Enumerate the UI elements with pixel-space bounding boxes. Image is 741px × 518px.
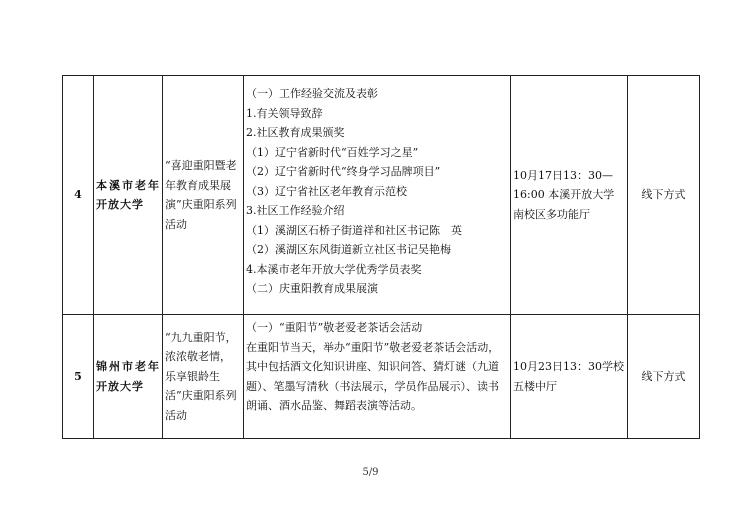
time-place: 10月17日13：30—16:00 本溪开放大学南校区多功能厅 — [511, 76, 628, 315]
schedule-table-container — [62, 75, 686, 439]
content-line: （一）工作经验交流及表彰 — [246, 87, 378, 100]
content-paragraph: 在重阳节当天，举办“重阳节”敬老爱老茶话会活动，其中包括酒文化知识讲座、知识问答、猜灯谜（九道题）、笔墨写清秋（书法展示，学员作品展示）、读书朗诵、酒水品鉴、舞蹈表演等活动。 — [246, 340, 500, 412]
content-line: （1）溪湖区石桥子街道祥和社区书记陈 英 — [246, 223, 462, 237]
content-line: （1）辽宁省新时代“百姓学习之星” — [246, 145, 419, 159]
content-line: （二）庆重阳教育成果展演 — [246, 282, 378, 295]
organizer-name: 锦州市老年开放大学 — [94, 315, 163, 439]
content-line: 3.社区工作经验介绍 — [246, 204, 345, 217]
activity-content — [244, 76, 511, 315]
page-number: 5/9 — [362, 467, 379, 478]
content-line: （一）“重阳节”敬老爱老茶话会活动 — [246, 321, 423, 334]
table-row — [63, 76, 700, 315]
row-number: 4 — [63, 76, 94, 315]
activity-mode: 线下方式 — [628, 76, 700, 315]
time-place: 10月23日13：30学校五楼中厅 — [511, 315, 628, 439]
content-line: （2）溪湖区东风街道新立社区书记吴艳梅 — [246, 243, 451, 256]
activity-theme: “喜迎重阳暨老年教育成果展演”庆重阳系列活动 — [163, 76, 244, 315]
activity-theme: “九九重阳节，浓浓敬老情，乐享银龄生活”庆重阳系列活动 — [163, 315, 244, 439]
organizer-name: 本溪市老年开放大学 — [94, 76, 163, 315]
content-line: 1.有关领导致辞 — [246, 106, 323, 120]
table-row — [63, 315, 700, 439]
content-line: （3）辽宁省社区老年教育示范校 — [246, 184, 407, 198]
content-line: （2）辽宁省新时代“终身学习品牌项目” — [246, 165, 441, 178]
activity-mode: 线下方式 — [628, 315, 700, 439]
row-number: 5 — [63, 315, 94, 439]
content-line: 4.本溪市老年开放大学优秀学员表奖 — [246, 262, 422, 276]
activity-content — [244, 315, 511, 439]
content-line: 2.社区教育成果颁奖 — [246, 126, 345, 139]
activity-table — [62, 75, 700, 439]
